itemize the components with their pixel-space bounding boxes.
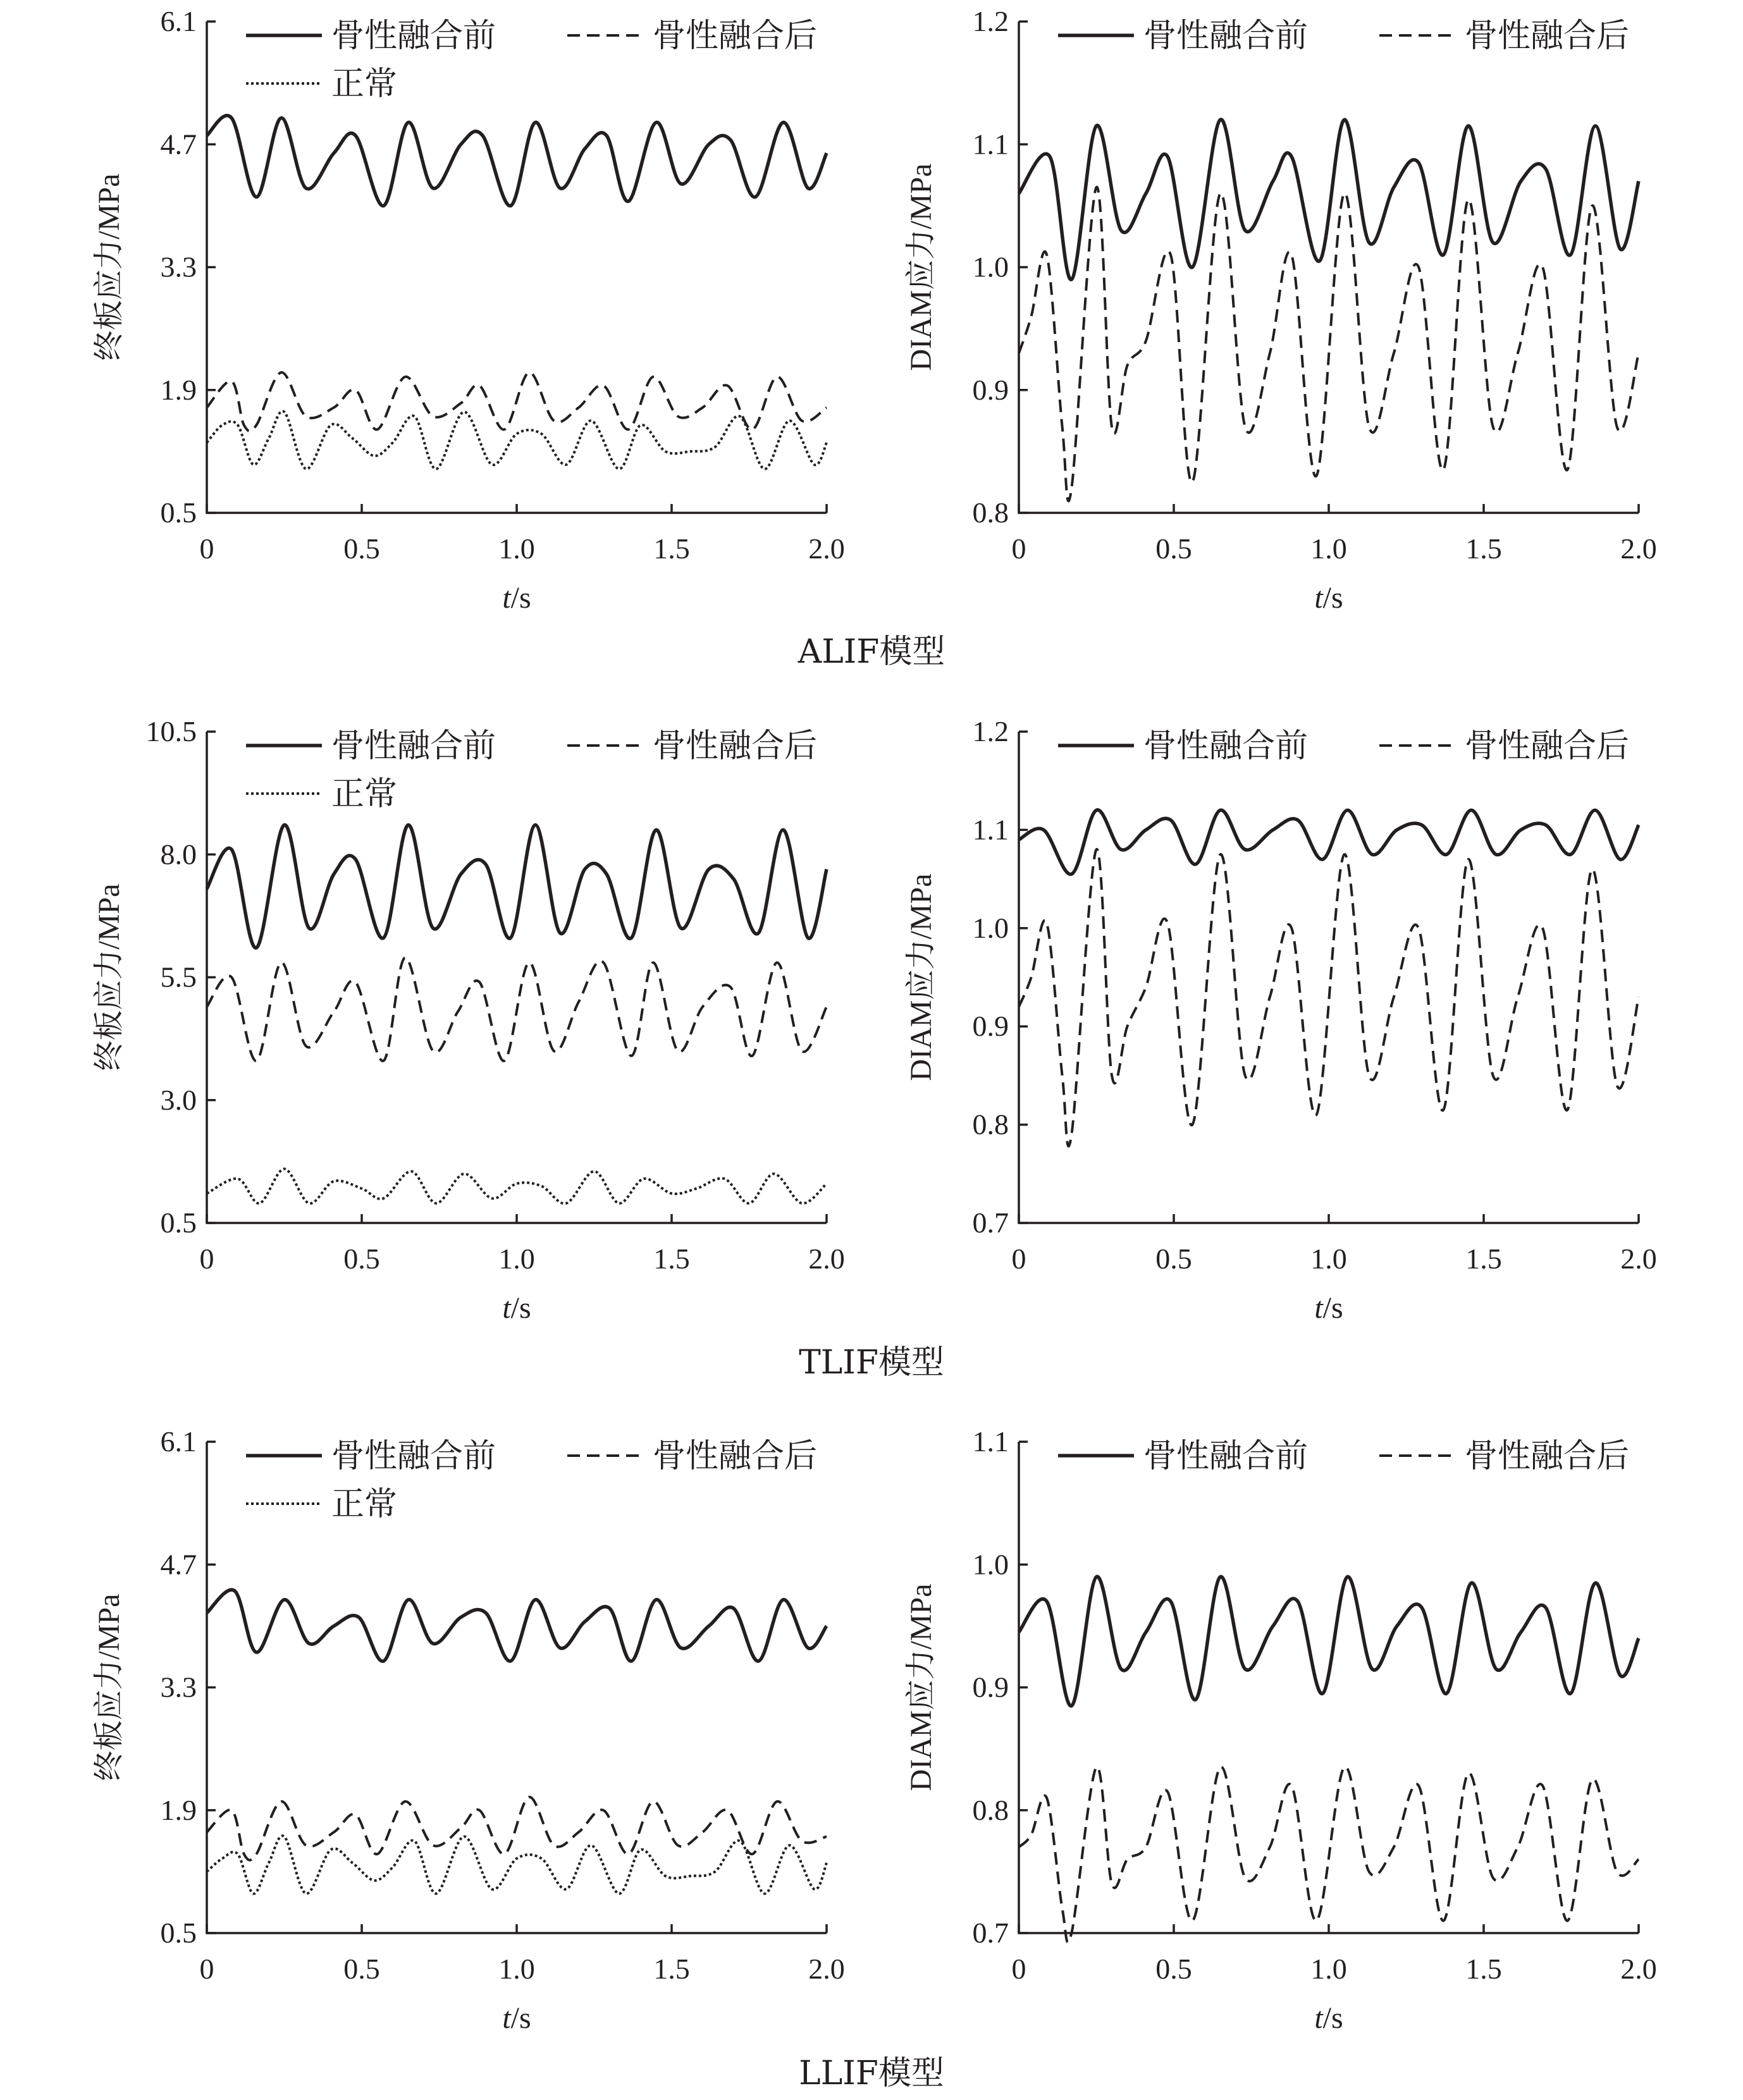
legend-label: 骨性融合后 bbox=[653, 1437, 818, 1475]
legend-item bbox=[567, 1437, 817, 1475]
series-line-solid bbox=[207, 1590, 827, 1661]
x-tick-label: 0 bbox=[199, 1953, 214, 1985]
chart-panel-llif-endplate bbox=[92, 1425, 845, 2035]
legend-label: 骨性融合后 bbox=[1465, 727, 1630, 765]
y-tick-label: 0.9 bbox=[972, 373, 1009, 406]
x-tick-label: 1.5 bbox=[653, 1953, 690, 1985]
x-tick-label: 0 bbox=[199, 532, 214, 565]
y-tick-label: 4.7 bbox=[160, 128, 197, 161]
y-tick-label: 5.5 bbox=[160, 961, 197, 993]
caption-alif: ALIF模型 bbox=[798, 633, 945, 671]
x-tick-label: 0 bbox=[1011, 1953, 1026, 1985]
legend-label: 骨性融合前 bbox=[331, 727, 496, 765]
x-axis-title-unit: /s bbox=[510, 581, 531, 615]
legend-label: 骨性融合后 bbox=[653, 727, 818, 765]
x-tick-label: 0.5 bbox=[343, 532, 380, 565]
series-line-dashed bbox=[207, 372, 827, 431]
x-tick-label: 0.5 bbox=[1155, 1243, 1192, 1275]
x-tick-label: 1.5 bbox=[653, 1243, 690, 1275]
x-tick-label: 2.0 bbox=[1620, 1953, 1657, 1985]
x-axis-title-unit: /s bbox=[1322, 2001, 1343, 2035]
y-axis-title: DIAM应力/MPa bbox=[904, 163, 939, 371]
y-tick-label: 1.0 bbox=[972, 1548, 1009, 1581]
axes bbox=[207, 21, 827, 513]
x-tick-label: 1.5 bbox=[1465, 1243, 1502, 1275]
y-tick-label: 0.9 bbox=[972, 1010, 1009, 1043]
series-line-dashed bbox=[1019, 849, 1639, 1146]
x-tick-label: 1.5 bbox=[1465, 1953, 1502, 1985]
legend-item bbox=[1379, 17, 1629, 55]
x-axis-title-var: t bbox=[502, 1291, 511, 1325]
x-tick-label: 0.5 bbox=[1155, 532, 1192, 565]
y-tick-label: 0.5 bbox=[160, 1917, 197, 1949]
legend-item bbox=[246, 17, 496, 55]
y-tick-label: 1.1 bbox=[972, 128, 1009, 161]
legend-item bbox=[246, 1437, 496, 1475]
chart-panel-alif-endplate bbox=[92, 5, 845, 615]
y-tick-label: 1.9 bbox=[160, 1793, 197, 1826]
legend-item bbox=[1058, 17, 1308, 55]
legend-label: 骨性融合后 bbox=[653, 17, 818, 55]
x-axis-title bbox=[502, 581, 531, 615]
legend-label: 骨性融合后 bbox=[1465, 17, 1630, 55]
x-tick-label: 2.0 bbox=[1620, 1243, 1657, 1275]
x-axis-title-unit: /s bbox=[1322, 581, 1343, 615]
x-tick-label: 0.5 bbox=[1155, 1953, 1192, 1985]
y-tick-label: 1.0 bbox=[972, 911, 1009, 944]
x-tick-label: 2.0 bbox=[808, 1243, 845, 1275]
panel-group bbox=[92, 5, 1657, 2035]
series-line-solid bbox=[207, 116, 827, 206]
series-line-dotted bbox=[207, 1836, 827, 1894]
x-axis-title-unit: /s bbox=[510, 1291, 531, 1325]
x-tick-label: 0.5 bbox=[343, 1953, 380, 1985]
y-axis-title: 终板应力/MPa bbox=[92, 173, 126, 361]
axes bbox=[1019, 21, 1639, 513]
x-tick-label: 2.0 bbox=[808, 532, 845, 565]
axes bbox=[207, 732, 827, 1223]
chart-panel-tlif-endplate bbox=[92, 715, 845, 1325]
y-tick-label: 0.7 bbox=[972, 1917, 1009, 1949]
legend-item bbox=[1058, 1437, 1308, 1475]
series-line-dashed bbox=[207, 1797, 827, 1860]
y-tick-label: 0.8 bbox=[972, 1793, 1009, 1826]
legend-label: 骨性融合前 bbox=[331, 17, 496, 55]
caption-llif: LLIF模型 bbox=[799, 2054, 944, 2092]
axes bbox=[1019, 732, 1639, 1223]
y-tick-label: 10.5 bbox=[145, 715, 197, 747]
x-axis-title-var: t bbox=[1314, 581, 1323, 615]
legend-item bbox=[567, 17, 817, 55]
series-line-solid bbox=[1019, 120, 1639, 279]
x-tick-label: 1.0 bbox=[1310, 1953, 1347, 1985]
y-tick-label: 8.0 bbox=[160, 838, 197, 871]
legend-item bbox=[246, 1485, 397, 1523]
x-tick-label: 1.0 bbox=[498, 532, 535, 565]
y-tick-label: 1.1 bbox=[972, 813, 1009, 846]
y-tick-label: 1.2 bbox=[972, 715, 1009, 747]
legend-item bbox=[1379, 1437, 1629, 1475]
y-tick-label: 0.7 bbox=[972, 1207, 1009, 1239]
legend-label: 骨性融合前 bbox=[1143, 727, 1309, 765]
x-axis-title bbox=[1314, 1291, 1343, 1325]
y-tick-label: 4.7 bbox=[160, 1548, 197, 1581]
y-tick-label: 1.2 bbox=[972, 5, 1009, 37]
caption-tlif: TLIF模型 bbox=[799, 1344, 944, 1382]
chart-panel-alif-diam bbox=[904, 5, 1657, 615]
y-tick-label: 1.0 bbox=[972, 250, 1009, 283]
series-line-dashed bbox=[1019, 187, 1639, 501]
series-line-dashed bbox=[207, 957, 827, 1060]
x-tick-label: 1.5 bbox=[1465, 532, 1502, 565]
y-axis-title: 终板应力/MPa bbox=[92, 1593, 126, 1781]
y-tick-label: 0.5 bbox=[160, 1207, 197, 1239]
x-axis-title-var: t bbox=[1314, 2001, 1323, 2035]
legend-label: 正常 bbox=[331, 775, 398, 813]
legend-item bbox=[1058, 727, 1308, 765]
legend-label: 骨性融合前 bbox=[1143, 1437, 1309, 1475]
y-axis-title: DIAM应力/MPa bbox=[904, 1583, 939, 1791]
x-tick-label: 0 bbox=[199, 1243, 214, 1275]
y-tick-label: 3.3 bbox=[160, 1671, 197, 1704]
x-axis-title-var: t bbox=[502, 581, 511, 615]
x-tick-label: 1.0 bbox=[1310, 1243, 1347, 1275]
x-axis-title-var: t bbox=[502, 2001, 511, 2035]
x-axis-title bbox=[1314, 581, 1343, 615]
legend-item bbox=[246, 775, 397, 813]
y-tick-label: 1.1 bbox=[972, 1425, 1009, 1458]
y-tick-label: 3.3 bbox=[160, 250, 197, 283]
y-tick-label: 0.8 bbox=[972, 1108, 1009, 1141]
x-axis-title bbox=[1314, 2001, 1343, 2035]
chart-panel-tlif-diam bbox=[904, 715, 1657, 1325]
x-axis-title bbox=[502, 1291, 531, 1325]
x-tick-label: 2.0 bbox=[1620, 532, 1657, 565]
legend-label: 骨性融合后 bbox=[1465, 1437, 1630, 1475]
series-line-solid bbox=[207, 825, 827, 948]
x-axis-title-unit: /s bbox=[510, 2001, 531, 2035]
x-axis-title-unit: /s bbox=[1322, 1291, 1343, 1325]
series-line-dashed bbox=[1019, 1767, 1639, 1943]
legend-label: 骨性融合前 bbox=[331, 1437, 496, 1475]
y-axis-title: 终板应力/MPa bbox=[92, 883, 126, 1071]
legend-label: 骨性融合前 bbox=[1143, 17, 1309, 55]
x-tick-label: 1.0 bbox=[498, 1243, 535, 1275]
y-tick-label: 6.1 bbox=[160, 5, 197, 37]
x-tick-label: 0 bbox=[1011, 1243, 1026, 1275]
series-line-dotted bbox=[207, 1169, 827, 1204]
series-line-solid bbox=[1019, 810, 1639, 875]
legend-label: 正常 bbox=[331, 1485, 398, 1523]
y-axis-title: DIAM应力/MPa bbox=[904, 873, 939, 1081]
chart-panel-llif-diam bbox=[904, 1425, 1657, 2035]
x-tick-label: 2.0 bbox=[808, 1953, 845, 1985]
y-tick-label: 1.9 bbox=[160, 373, 197, 406]
y-tick-label: 6.1 bbox=[160, 1425, 197, 1458]
x-tick-label: 0 bbox=[1011, 532, 1026, 565]
legend-item bbox=[1379, 727, 1629, 765]
y-tick-label: 0.9 bbox=[972, 1671, 1009, 1704]
x-tick-label: 1.0 bbox=[1310, 532, 1347, 565]
legend-item bbox=[246, 727, 496, 765]
x-tick-label: 1.5 bbox=[653, 532, 690, 565]
x-tick-label: 1.0 bbox=[498, 1953, 535, 1985]
series-line-dotted bbox=[207, 411, 827, 469]
legend-label: 正常 bbox=[331, 65, 398, 103]
y-tick-label: 0.5 bbox=[160, 496, 197, 529]
y-tick-label: 3.0 bbox=[160, 1083, 197, 1116]
y-tick-label: 0.8 bbox=[972, 496, 1009, 529]
x-axis-title-var: t bbox=[1314, 1291, 1323, 1325]
x-tick-label: 0.5 bbox=[343, 1243, 380, 1275]
x-axis-title bbox=[502, 2001, 531, 2035]
legend-item bbox=[567, 727, 817, 765]
series-line-solid bbox=[1019, 1576, 1639, 1706]
legend-item bbox=[246, 65, 397, 103]
